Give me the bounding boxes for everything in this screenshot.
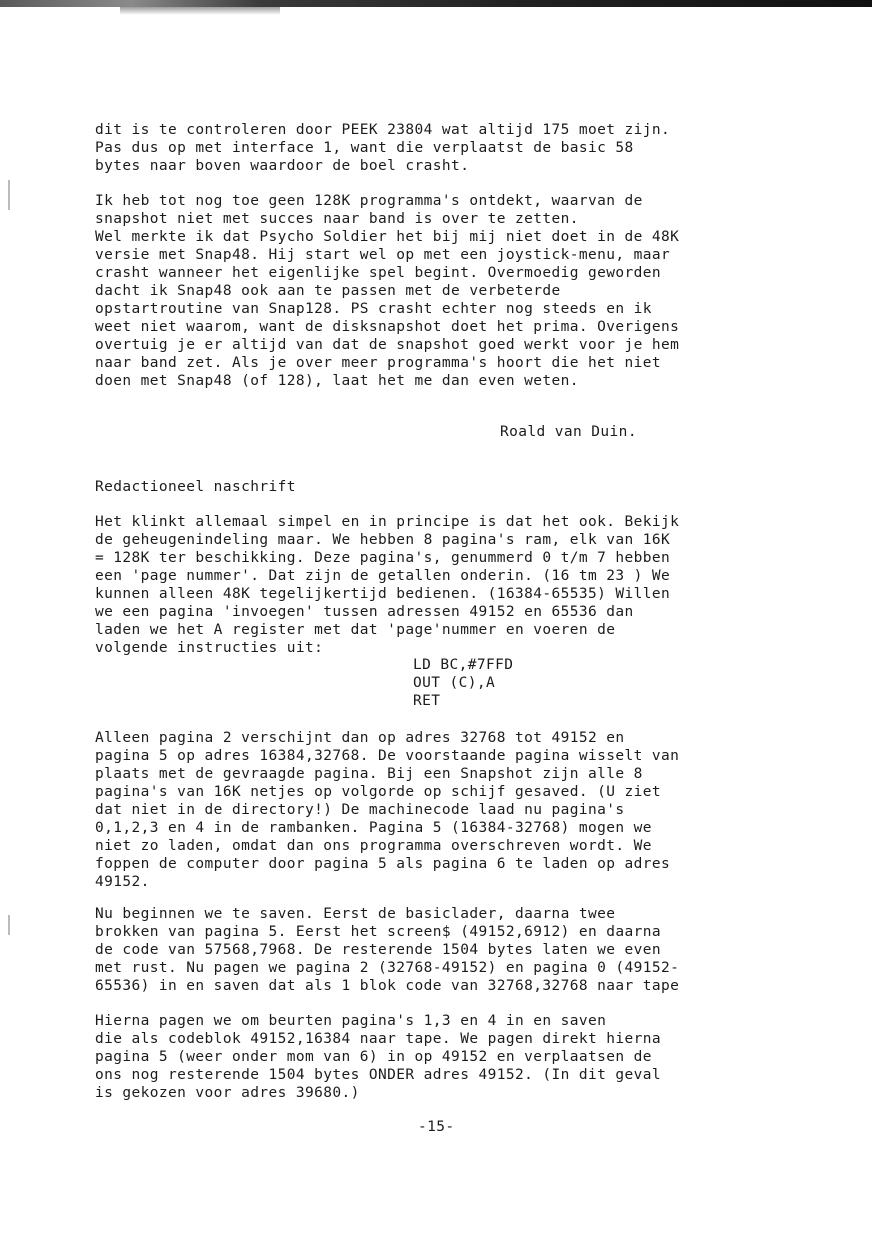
text-line: we een pagina 'invoegen' tussen adressen 49152 en 65536 dan — [95, 604, 634, 620]
code-line: RET — [413, 693, 441, 709]
text-line: dacht ik Snap48 ook aan te passen met de verbeterde — [95, 283, 561, 299]
text-line: een 'page nummer'. Dat zijn de getallen onderin. (16 tm 23 ) We — [95, 568, 671, 584]
text-line: brokken van pagina 5. Eerst het screen$ (49152,6912) en daarna — [95, 924, 662, 940]
text-line: snapshot niet met succes naar band is over te zetten. — [95, 211, 579, 227]
text-line: plaats met de gevraagde pagina. Bij een Snapshot zijn alle 8 — [95, 766, 643, 782]
text-line: Pas dus op met interface 1, want die verplaatst de basic 58 — [95, 140, 634, 156]
text-line: crasht wanneer het eigenlijke spel begint. Overmoedig geworden — [95, 265, 662, 281]
text-line: laden we het A register met dat 'page'nummer en voeren de — [95, 622, 616, 638]
scan-margin-mark — [8, 180, 10, 210]
text-line: 49152. — [95, 874, 150, 890]
text-line: is gekozen voor adres 39680.) — [95, 1085, 360, 1101]
text-line: kunnen alleen 48K tegelijkertijd bedienen. (16384-65535) Willen — [95, 586, 671, 602]
code-line: LD BC,#7FFD — [413, 657, 514, 673]
code-block — [413, 656, 513, 710]
page-number: -15- — [418, 1119, 455, 1135]
text-line: Wel merkte ik dat Psycho Soldier het bij mij niet doet in de 48K — [95, 229, 680, 245]
text-line: weet niet waarom, want de disksnapshot doet het prima. Overigens — [95, 319, 680, 335]
text-line: dit is te controleren door PEEK 23804 wat altijd 175 moet zijn. — [95, 122, 671, 138]
text-line: 0,1,2,3 en 4 in de rambanken. Pagina 5 (16384-32768) mogen we — [95, 820, 652, 836]
postscript-paragraph-1 — [95, 513, 679, 657]
text-line: dat niet in de directory!) De machinecode laad nu pagina's — [95, 802, 625, 818]
text-line: Ik heb tot nog toe geen 128K programma's ontdekt, waarvan de — [95, 193, 643, 209]
postscript-paragraph-2 — [95, 729, 679, 891]
text-line: pagina 5 op adres 16384,32768. De voorstaande pagina wisselt van — [95, 748, 680, 764]
letter-paragraph-1 — [95, 121, 670, 175]
text-line: volgende instructies uit: — [95, 640, 324, 656]
text-line: pagina's van 16K netjes op volgorde op schijf gesaved. (U ziet — [95, 784, 662, 800]
text-line: pagina 5 (weer onder mom van 6) in op 49152 en verplaatsen de — [95, 1049, 652, 1065]
text-line: 65536) in en saven dat als 1 blok code van 32768,32768 naar tape — [95, 978, 680, 994]
text-line: versie met Snap48. Hij start wel op met een joystick-menu, maar — [95, 247, 671, 263]
postscript-heading: Redactioneel naschrift — [95, 479, 296, 495]
text-line: opstartroutine van Snap128. PS crasht echter nog steeds en ik — [95, 301, 652, 317]
text-line: overtuig je er altijd van dat de snapshot goed werkt voor je hem — [95, 337, 680, 353]
text-line: Hierna pagen we om beurten pagina's 1,3 en 4 in en saven — [95, 1013, 607, 1029]
text-line: Het klinkt allemaal simpel en in principe is dat het ook. Bekijk — [95, 514, 680, 530]
scan-margin-mark — [8, 915, 10, 935]
text-line: doen met Snap48 (of 128), laat het me dan even weten. — [95, 373, 579, 389]
text-line: foppen de computer door pagina 5 als pagina 6 te laden op adres — [95, 856, 671, 872]
letter-signature: Roald van Duin. — [500, 424, 637, 440]
text-line: die als codeblok 49152,16384 naar tape. We pagen direkt hierna — [95, 1031, 662, 1047]
postscript-paragraph-3 — [95, 905, 679, 995]
text-line: de geheugenindeling maar. We hebben 8 pagina's ram, elk van 16K — [95, 532, 671, 548]
text-line: = 128K ter beschikking. Deze pagina's, genummerd 0 t/m 7 hebben — [95, 550, 671, 566]
text-line: bytes naar boven waardoor de boel crasht. — [95, 158, 470, 174]
text-line: de code van 57568,7968. De resterende 1504 bytes laten we even — [95, 942, 662, 958]
text-line: Nu beginnen we te saven. Eerst de basiclader, daarna twee — [95, 906, 616, 922]
text-line: niet zo laden, omdat dan ons programma overschreven wordt. We — [95, 838, 652, 854]
text-line: naar band zet. Als je over meer programma's hoort die het niet — [95, 355, 662, 371]
text-line: Alleen pagina 2 verschijnt dan op adres 32768 tot 49152 en — [95, 730, 625, 746]
letter-paragraph-2 — [95, 192, 679, 390]
scan-edge-shadow — [0, 0, 872, 7]
code-line: OUT (C),A — [413, 675, 496, 691]
postscript-paragraph-4 — [95, 1012, 661, 1102]
scan-smudge — [120, 7, 280, 15]
text-line: ons nog resterende 1504 bytes ONDER adres 49152. (In dit geval — [95, 1067, 662, 1083]
text-line: met rust. Nu pagen we pagina 2 (32768-49152) en pagina 0 (49152- — [95, 960, 680, 976]
